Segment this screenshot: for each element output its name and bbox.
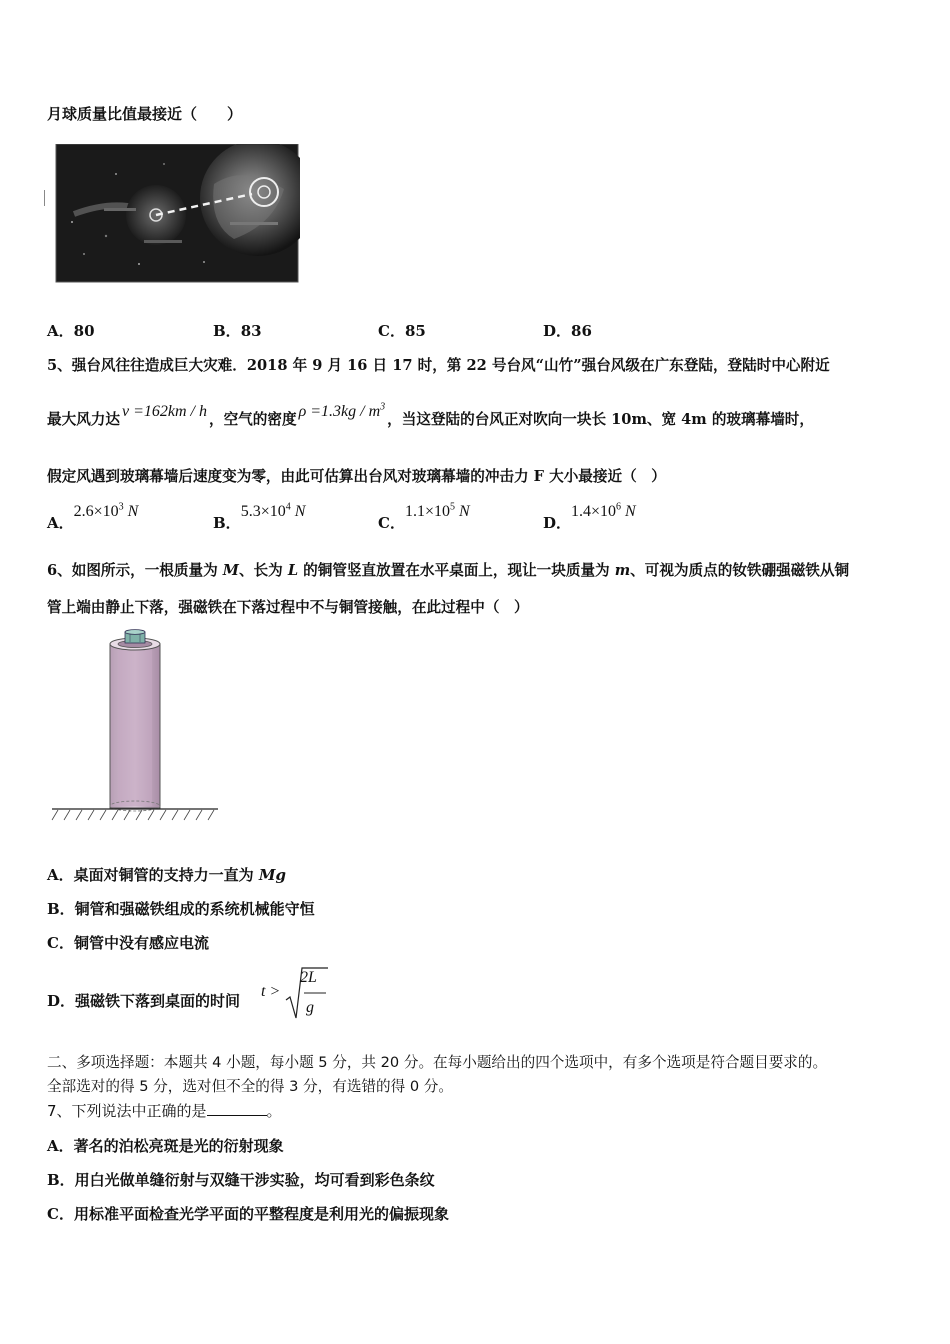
q7-stem: 7、下列说法中正确的是 。: [47, 1102, 282, 1120]
v-expression: v =162km / h: [121, 403, 207, 420]
section2-header-line1: 二、多项选择题：本题共 4 小题，每小题 5 分，共 20 分。在每小题给出的四个选项中，有多个选项是符合题目要求的。: [47, 1054, 828, 1071]
q6-option-b[interactable]: B．铜管和强磁铁组成的系统机械能守恒: [47, 900, 315, 918]
section2-header-line2: 全部选对的得 5 分，选对但不全的得 3 分，有选错的得 0 分。: [47, 1078, 453, 1095]
q6-option-d[interactable]: D．强磁铁下落到桌面的时间: [47, 992, 241, 1010]
q6-stem-line1: 6、如图所示，一根质量为 M、长为 L 的铜管竖直放置在水平桌面上，现让一块质量为 m、可视为质点的钕铁硼强磁铁从铜: [47, 562, 850, 579]
answer-blank[interactable]: [207, 1101, 267, 1116]
q5-stem-line2: 最大风力达 v =162km / h ，空气的密度 $\rho =1.3kg / m^3$，当这登陆的台风正对吹向一块长 10m、宽 4m 的玻璃幕墙时，: [47, 401, 814, 428]
sqrt-numerator: 2L: [300, 969, 317, 986]
optD-t-gt: t >: [261, 983, 281, 1000]
q7-option-b[interactable]: B．用白光做单缝衍射与双缝干涉实验，均可看到彩色条纹: [47, 1171, 435, 1189]
q5-option-d[interactable]: D．$1.4\times 10^6$ N: [543, 501, 636, 532]
earth-moon-photo: [44, 144, 300, 284]
q4-option-a[interactable]: A．80: [47, 322, 95, 340]
q4-option-b[interactable]: B．83: [213, 322, 262, 340]
q5-stem-line1: 5、强台风往往造成巨大灾难．2018 年 9 月 16 日 17 时，第 22 号台风“山竹”强台风级在广东登陆，登陆时中心附近: [47, 357, 830, 374]
q5-option-a[interactable]: A．$2.6\times 10^3$ N: [47, 501, 139, 532]
copper-tube-diagram: [50, 628, 222, 824]
rho-expression: $\rho =1.3kg / m^3$: [298, 401, 386, 420]
q6-stem-line2: 管上端由静止下落，强磁铁在下落过程中不与铜管接触，在此过程中（ ）: [47, 599, 529, 616]
q7-option-c[interactable]: C．用标准平面检查光学平面的平整程度是利用光的偏振现象: [47, 1205, 449, 1223]
q5-option-b[interactable]: B．$5.3\times 10^4$ N: [213, 501, 306, 532]
q5-option-c[interactable]: C．$1.1\times 10^5$ N: [378, 501, 470, 532]
sqrt-denominator: g: [306, 999, 314, 1016]
q7-option-a[interactable]: A．著名的泊松亮斑是光的衍射现象: [47, 1137, 284, 1155]
q5-stem-line3: 假定风遇到玻璃幕墙后速度变为零，由此可估算出台风对玻璃幕墙的冲击力 F 大小最接近（ ）: [47, 468, 666, 485]
q4-option-d[interactable]: D．86: [543, 322, 592, 340]
q6-option-a[interactable]: A．桌面对铜管的支持力一直为 Mg: [47, 866, 286, 884]
q6-option-c[interactable]: C．铜管中没有感应电流: [47, 934, 209, 952]
q4-option-c[interactable]: C．85: [378, 322, 426, 340]
q4-stem-tail: 月球质量比值最接近（ ）: [47, 105, 243, 123]
